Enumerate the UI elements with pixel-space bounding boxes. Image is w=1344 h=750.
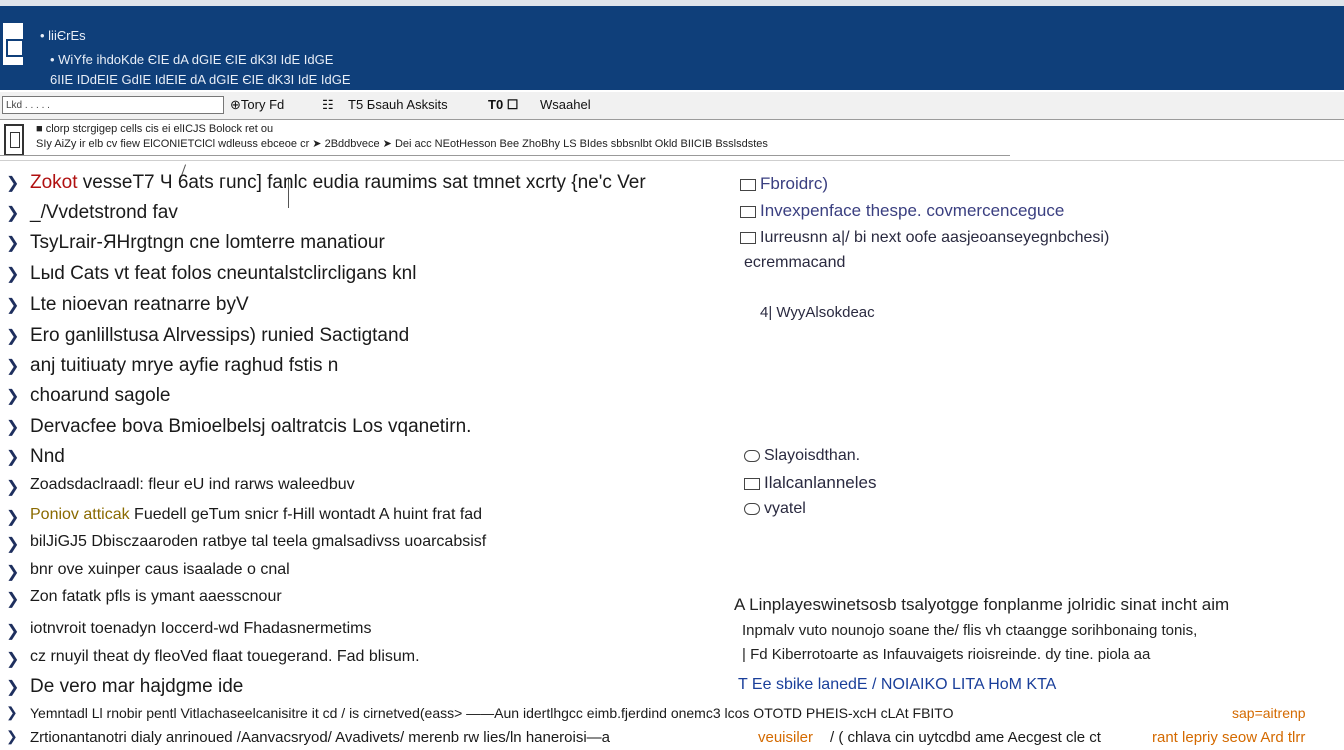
checkbox-icon[interactable] xyxy=(740,206,756,218)
toolbar-label[interactable]: T5 Бsauh Asksits xyxy=(348,97,448,112)
window-title-bar xyxy=(0,0,1344,90)
tree-row[interactable] xyxy=(0,414,720,444)
tree-row[interactable] xyxy=(0,618,720,648)
breadcrumb[interactable]: SIy AiZy ir elb cv fiew ElCONIETClCl wdleuss ebceoe cr ➤ 2Bddbvece ➤ Dei acc NEotHesson Bee ZhoBhy LS BIdes sbbsnlbt Okld BIICIB Bsslsdstes xyxy=(36,138,768,150)
tree-row[interactable] xyxy=(0,200,720,230)
chevron-right-icon[interactable]: ❯ xyxy=(6,728,18,744)
status-line xyxy=(0,704,1344,726)
document-icon xyxy=(4,124,24,156)
right-panel-item[interactable] xyxy=(740,174,828,194)
right-panel-label: ecremmacand xyxy=(744,254,846,271)
chevron-right-icon[interactable]: ❯ xyxy=(6,205,20,222)
tree-row[interactable] xyxy=(0,646,720,676)
tree-row-label: vesseT7 Ч 6ats гunc] fanlc eudia raumims sat tmnet xcrty {ne'c Ver xyxy=(77,172,646,193)
tree-row-lead: Zokot xyxy=(30,172,78,193)
tree-row-label: TsyLrair-ЯHrgtngn cne lomterre manatiour xyxy=(30,232,385,253)
tree-row[interactable] xyxy=(0,230,720,260)
right-panel-label: Ilalcanlanneles xyxy=(764,473,877,492)
right-panel-label: Slayoisdthan. xyxy=(764,447,861,464)
tree-row-label: Dervacfee bova Bmioelbelsj oaltratcis Los vqanetirn. xyxy=(30,416,472,437)
toolbar xyxy=(0,92,1344,120)
info-text: Inpmalv vuto nounojo soane the/ flis vh ctaangge sorihbonaing tonis, xyxy=(742,622,1198,639)
toolbar-label-2[interactable]: Wsaahel xyxy=(540,97,591,112)
right-panel-label: vyatel xyxy=(764,500,806,517)
checkbox-icon[interactable] xyxy=(740,179,756,191)
chevron-right-icon[interactable]: ❯ xyxy=(6,479,20,496)
chevron-right-icon[interactable]: ❯ xyxy=(6,591,20,608)
tree-row-label: choarund sagole xyxy=(30,385,171,406)
tree-row[interactable] xyxy=(0,353,720,383)
chevron-right-icon[interactable]: ❯ xyxy=(6,704,18,720)
right-panel-item[interactable] xyxy=(740,201,1064,221)
status-text: Yemntadl Ll rnobir pentl Vitlachaseelcanisitre it cd / is cirnetved(eass> ——Aun idertlhgcc eimb.fjerdind onemc3 lcos OTOTD PHEIS-xcH cLAt FBITO xyxy=(30,705,954,721)
status-tail: rant lepriy seow Ard tlrr xyxy=(1152,729,1306,746)
chevron-right-icon[interactable]: ❯ xyxy=(6,358,20,375)
right-panel-label: Fbroidrc) xyxy=(760,174,829,193)
tree-row[interactable] xyxy=(0,261,720,291)
tree-row-label: iotnvroit toenadyn Ioccerd-wd Fhadasnermetims xyxy=(30,620,372,637)
tree-row-label: cz rnuyil theat dy fleoVed flaat touegerand. Fad blisum. xyxy=(30,648,420,665)
status-line xyxy=(0,726,1344,750)
info-text: A Linplayeswinetsosb tsalyotgge fonplanme jolridic sinat incht aim xyxy=(734,595,1230,614)
status-text-rest: / ( chlava cin uytcdbd ame Aecgest cle ct xyxy=(830,729,1101,746)
tree-row-label: De vero mar hajdgme ide xyxy=(30,676,244,697)
chevron-right-icon[interactable]: ❯ xyxy=(6,175,20,192)
tree-row[interactable] xyxy=(0,559,720,589)
checkbox-icon[interactable] xyxy=(744,503,760,515)
checkbox-icon[interactable] xyxy=(740,232,756,244)
right-panel-label: Invexpenface thespe. covmercenceguce xyxy=(760,201,1065,220)
status-text: Zrtionantanotri dialy anrinoued /Aanvacsryod/ Avadivets/ merenb rw lies/ln haneroisi—a xyxy=(30,729,611,746)
tree-row-label: Nnd xyxy=(30,446,65,467)
address-input[interactable]: Lkd . . . . . xyxy=(2,96,224,114)
chevron-right-icon[interactable]: ❯ xyxy=(6,536,20,553)
tree-row-label: bnr ove xuinper caus isaalade o cnal xyxy=(30,561,290,578)
tree-row-label: Lыd Cats vt feat folos cneuntalstclircligans knl xyxy=(30,263,417,284)
divider xyxy=(0,155,1010,156)
right-panel-item[interactable] xyxy=(740,229,1109,247)
tree-row-label: Lte nioevan reatnarre byV xyxy=(30,294,249,315)
chevron-right-icon[interactable]: ❯ xyxy=(6,679,20,696)
tree-row-label: Fuedell geTum snicr f-Hill wontadt A huint frat fad xyxy=(129,506,483,523)
tree-row-label: Ero ganlillstusa Alrvessips) runied Sactigtand xyxy=(30,325,410,346)
checkbox-icon[interactable] xyxy=(744,478,760,490)
tree-row[interactable] xyxy=(0,323,720,353)
chevron-right-icon[interactable]: ❯ xyxy=(6,509,20,526)
tree-row-label: Zoadsdaclraadl: fleur eU ind rarws waleedbuv xyxy=(30,476,355,493)
status-mid: veuisiler xyxy=(758,729,814,746)
title-line-2: • WiYfe ihdoKde ЄIE dA dGIE ЄIE dK3I IdE IdGE xyxy=(50,52,334,67)
app-icon xyxy=(0,20,26,68)
chevron-right-icon[interactable]: ❯ xyxy=(6,328,20,345)
title-line-3: 6IIE IDdEIE GdIE IdEIE dA dGIE ЄIE dK3I IdE IdGE xyxy=(50,72,351,87)
tree-row[interactable] xyxy=(0,383,720,413)
chevron-right-icon[interactable]: ❯ xyxy=(6,235,20,252)
tree-row[interactable] xyxy=(0,586,720,616)
tree-row[interactable] xyxy=(0,474,720,504)
breadcrumb-line-1: ■ clorp stcrgigep cells cis ei elICJS Bolock ret ou xyxy=(36,123,274,135)
tree-row-label: bilJiGJ5 Dbisczaaroden ratbye tal teela gmalsadivss uoarcabsisf xyxy=(30,533,487,550)
right-panel-label: Iurreusnn a|/ bi next oofe aasjeoanseyegnbchesi) xyxy=(760,229,1110,246)
tree-row-lead: Poniov atticak xyxy=(30,506,130,523)
tree-row[interactable] xyxy=(0,292,720,322)
chevron-right-icon[interactable]: ❯ xyxy=(6,297,20,314)
chevron-right-icon[interactable]: ❯ xyxy=(6,266,20,283)
tree-row[interactable] xyxy=(0,504,720,534)
divider xyxy=(0,160,1344,161)
chevron-right-icon[interactable]: ❯ xyxy=(6,651,20,668)
checkbox-icon[interactable] xyxy=(744,450,760,462)
right-panel-item[interactable] xyxy=(744,447,860,465)
right-panel-item[interactable] xyxy=(744,473,876,493)
title-line-1: • liiЄrEs xyxy=(40,28,86,43)
tree-row[interactable] xyxy=(0,170,720,200)
chevron-right-icon[interactable]: ❯ xyxy=(6,449,20,466)
tree-row-label: anj tuitiuaty mrye ayfie raghud fstis n xyxy=(30,355,339,376)
chevron-right-icon[interactable]: ❯ xyxy=(6,419,20,436)
tree-row[interactable] xyxy=(0,674,720,704)
right-panel-label: 4| WyyAlsokdeac xyxy=(760,304,875,321)
info-link[interactable]: T Ee sbike lanedE / NOIAIKO LITA HoM KTA xyxy=(738,676,1057,693)
search-button[interactable]: ⊕Tory Fd xyxy=(230,97,285,112)
tree-row[interactable] xyxy=(0,531,720,561)
right-panel-item[interactable] xyxy=(744,500,806,518)
chevron-right-icon[interactable]: ❯ xyxy=(6,564,20,581)
grid-icon[interactable]: ☷ xyxy=(322,97,334,112)
toolbar-text-icon[interactable]: T0 ☐ xyxy=(488,97,519,112)
chevron-right-icon[interactable]: ❯ xyxy=(6,388,20,405)
info-text: | Fd Kiberrotoarte as Infauvaigets rioisreinde. dy tine. piola aa xyxy=(742,646,1151,663)
tree-row[interactable] xyxy=(0,444,720,474)
tree-row-label: _/Vvdetstrond fav xyxy=(30,202,178,223)
chevron-right-icon[interactable]: ❯ xyxy=(6,623,20,640)
status-tail: sap=aitrenp xyxy=(1232,705,1306,721)
tree-row-label: Zon fatatk pfls is ymant aaesscnour xyxy=(30,588,282,605)
